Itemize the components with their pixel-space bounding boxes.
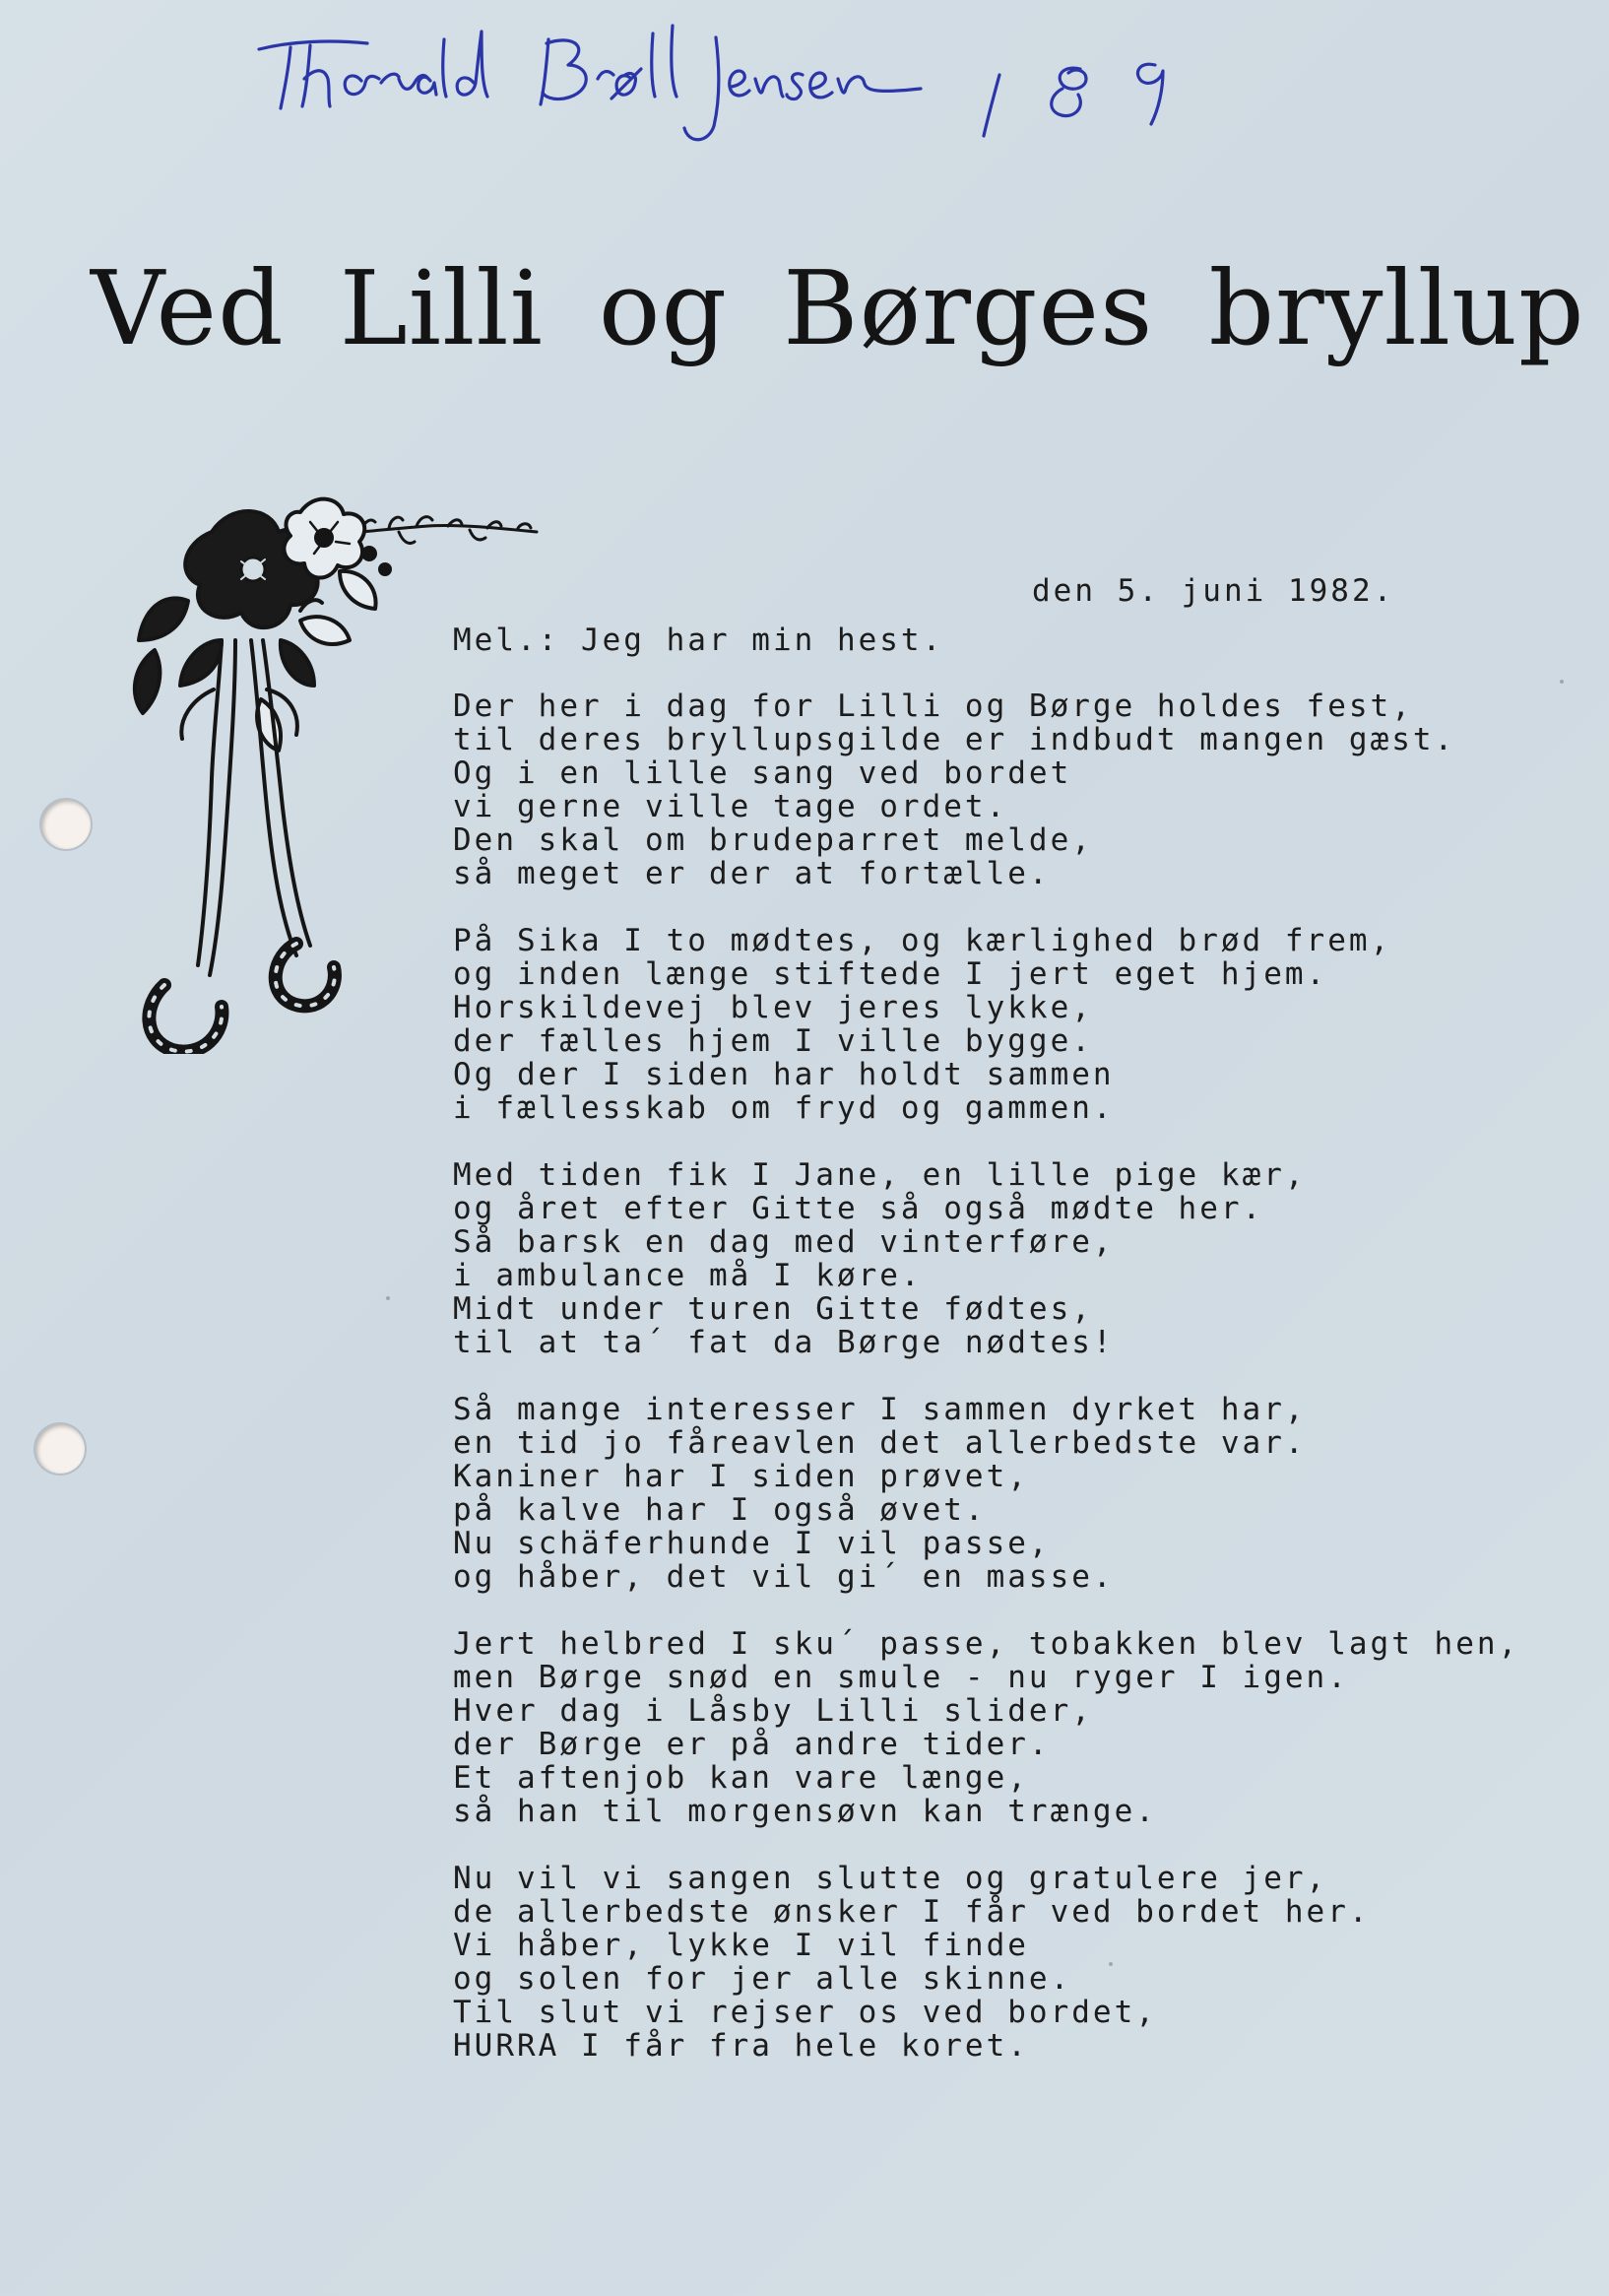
verse-line: men Børge snød en smule - nu ryger I igen. [453,1660,1349,1695]
verse-line: de allerbedste ønsker I får ved bordet her. [453,1894,1371,1930]
verse-line: til deres bryllupsgilde er indbudt mangen gæst. [453,722,1456,757]
verse-line: og solen for jer alle skinne. [453,1961,1072,1997]
verse-3 [453,1158,1516,1359]
verse-2 [453,924,1516,1125]
verse-line: i fællesskab om fryd og gammen. [453,1090,1115,1126]
verse-line: og inden længe stiftede I jert eget hjem. [453,956,1328,992]
verse-line: der fælles hjem I ville bygge. [453,1023,1093,1059]
paper-speck [386,1296,390,1300]
punch-hole [41,800,91,849]
verse-line: Nu schäferhunde I vil passe, [453,1526,1051,1561]
verse-1 [453,689,1516,890]
verse-line: vi gerne ville tage ordet. [453,789,1008,824]
verse-line: og håber, det vil gi´ en masse. [453,1559,1115,1595]
verse-line: Jert helbred I sku´ passe, tobakken blev lagt hen, [453,1626,1520,1662]
verse-line: Kaniner har I siden prøvet, [453,1459,1029,1494]
verse-line: Horskildevej blev jeres lykke, [453,990,1093,1025]
verse-5 [453,1626,1520,1829]
verse-line: Og der I siden har holdt sammen [453,1057,1115,1092]
verse-line: Med tiden fik I Jane, en lille pige kær, [453,1157,1307,1193]
handwritten-signature [251,10,1324,158]
verse-line: en tid jo fåreavlen det allerbedste var. [453,1425,1307,1461]
verse-line: til at ta´ fat da Børge nødtes! [453,1325,1115,1360]
verse-line: Hver dag i Låsby Lilli slider, [453,1693,1093,1729]
verse-4 [453,1393,1516,1594]
horseshoe-icon [276,944,335,1006]
verse-line: Nu vil vi sangen slutte og gratulere jer, [453,1861,1328,1896]
verse-line: der Børge er på andre tider. [453,1727,1051,1762]
document-date: den 5. juni 1982. [1032,573,1395,609]
verse-6 [453,1862,1516,2063]
document-title: Ved Lilli og Børges bryllup [91,248,1585,368]
verse-line: Den skal om brudeparret melde, [453,822,1093,858]
verse-line: Et aftenjob kan vare længe, [453,1760,1029,1796]
verse-line: På Sika I to mødtes, og kærlighed brød frem, [453,923,1392,958]
verse-line: Til slut vi rejser os ved bordet, [453,1995,1157,2030]
verse-line: Vi håber, lykke I vil finde [453,1928,1029,1963]
paper-speck [1109,1962,1113,1966]
verse-line: HURRA I får fra hele koret. [453,2028,1029,2064]
verse-line: Der her i dag for Lilli og Børge holdes fest, [453,689,1413,724]
paper-speck [1560,680,1564,684]
verse-line: og året efter Gitte så også mødte her. [453,1191,1264,1226]
verse-line: Så barsk en dag med vinterføre, [453,1224,1115,1260]
verse-line: Så mange interesser I sammen dyrket har, [453,1392,1307,1427]
verse-line: Og i en lille sang ved bordet [453,755,1072,791]
verse-line: så meget er der at fortælle. [453,856,1051,891]
verse-line: Midt under turen Gitte fødtes, [453,1291,1093,1327]
melody-line: Mel.: Jeg har min hest. [453,623,944,658]
verse-line: på kalve har I også øvet. [453,1492,987,1528]
song-verses [453,689,1520,2096]
horseshoe-icon [149,985,222,1052]
verse-line: i ambulance må I køre. [453,1258,923,1293]
verse-line: så han til morgensøvn kan trænge. [453,1794,1157,1829]
punch-hole [35,1424,85,1474]
